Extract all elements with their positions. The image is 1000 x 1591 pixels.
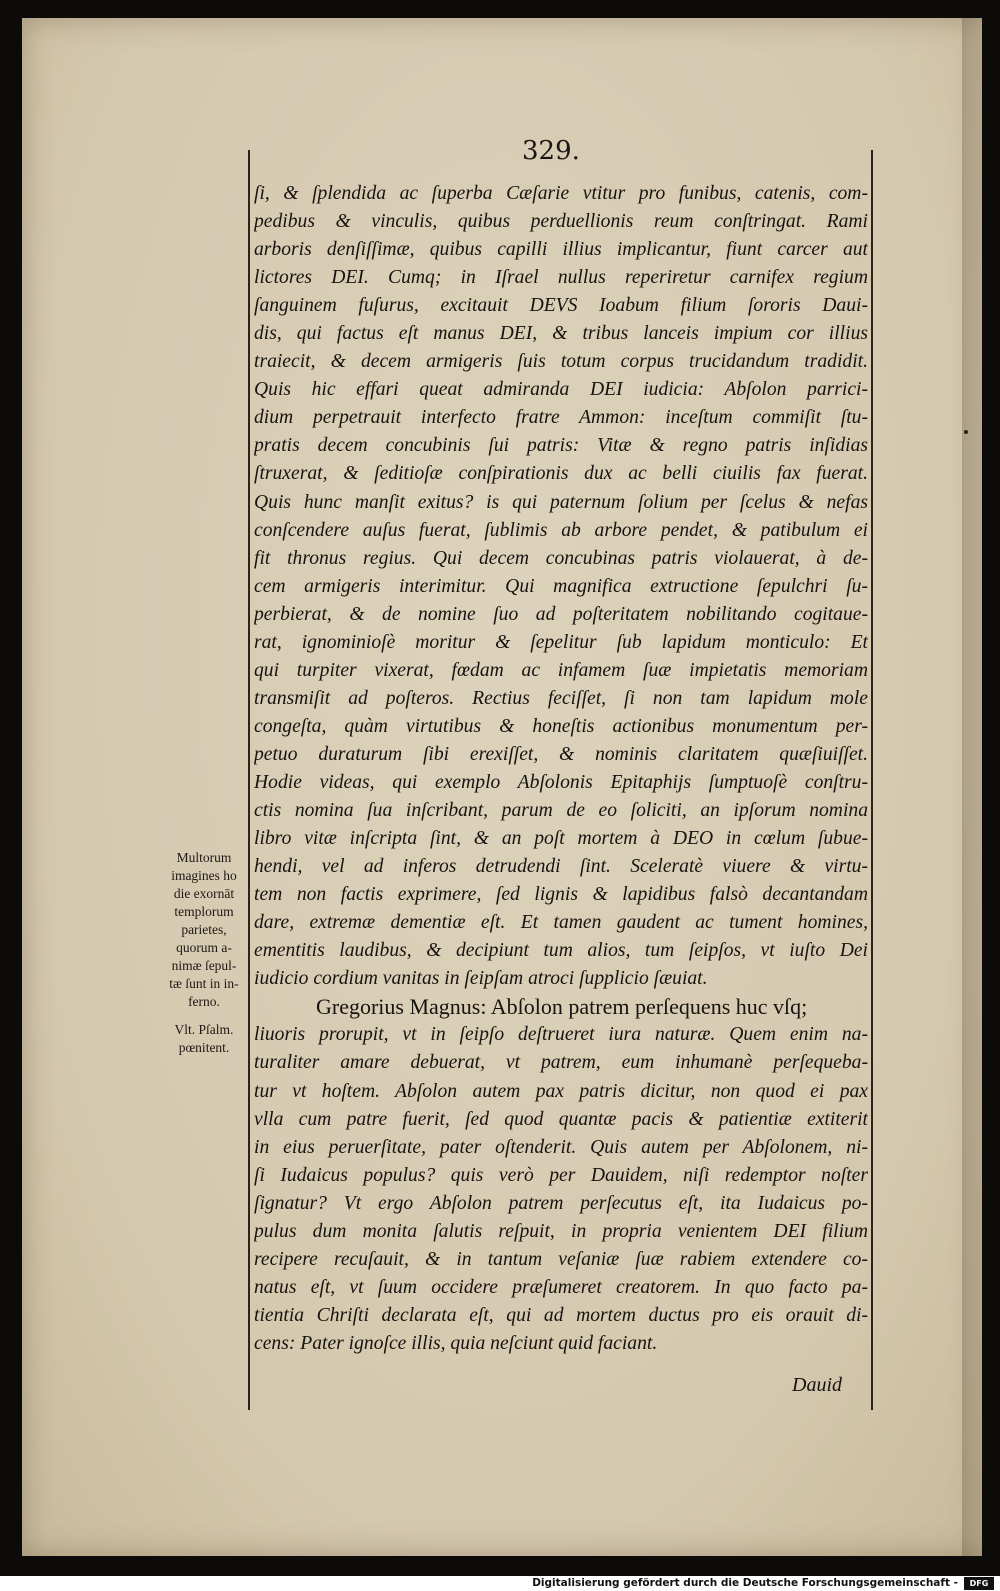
text-line: tientia Chriſti declarata eſt, qui ad mortem ductus pro eis orauit di- [254, 1304, 868, 1326]
text-line: congeſta, quàm virtutibus & honeſtis actionibus monumentum per- [254, 715, 868, 737]
text-line: libro vitæ inſcripta ſint, & an poſt mortem à DEO in cœlum ſubue- [254, 828, 868, 850]
text-line: rat, ignominioſè moritur & ſepelitur ſub lapidum monticulo: Et [254, 631, 868, 653]
text-line: petuo duraturum ſibi erexiſſet, & nominis claritatem quæſiuiſſet. [254, 743, 868, 765]
ink-speck [964, 430, 968, 434]
text-line: dium perpetrauit interfecto fratre Ammon: inceſtum commiſit ſtu- [254, 407, 868, 429]
text-line: dare, extremæ dementiæ eſt. Et tamen gaudent ac tument homines, [254, 912, 868, 934]
marginal-reference: Vlt. Pſalm. [174, 1022, 234, 1037]
text-line: pedibus & vinculis, quibus perduellionis reum conſtringat. Rami [254, 211, 868, 233]
marginal-line: Multorum [176, 850, 232, 865]
text-line: tem non factis exprimere, ſed lignis & lapidibus falsò decantandam [254, 884, 868, 906]
text-line: ctis nomina ſua inſcribant, parum de eo ſoliciti, an ipſorum nomina [254, 800, 868, 822]
page-number: 329. [522, 136, 580, 166]
text-line: vlla cum patre fuerit, ſed quod quantæ pacis & patientiæ extiterit [254, 1108, 868, 1130]
marginal-gap [160, 1011, 248, 1021]
text-line: turaliter amare debuerat, vt patrem, eum inhumanè perſequeba- [254, 1052, 868, 1074]
book-page [22, 18, 982, 1556]
marginal-line: templorum [174, 904, 234, 919]
text-line: in eius peruerſitate, pater oſtenderit. Quis autem per Abſolonem, ni- [254, 1136, 868, 1158]
marginal-line: imagines ho [171, 868, 237, 883]
text-line: Hodie videas, qui exemplo Abſolonis Epitaphijs ſumptuoſè conſtru- [254, 771, 868, 793]
text-line: cem armigeris interimitur. Qui magnifica extructione ſepulchri ſu- [254, 575, 868, 597]
marginal-line: quorum a- [176, 940, 232, 955]
marginal-note [160, 849, 248, 1057]
text-line: perbierat, & de nomine ſuo ad poſteritatem nobilitando cogitaue- [254, 603, 868, 625]
left-margin-rule [248, 150, 250, 1410]
text-line: transmiſit ad poſteros. Rectius feciſſet, ſi non tam lapidum mole [254, 687, 868, 709]
text-line: arboris denſiſſimæ, quibus capilli illius implicantur, fiunt carcer aut [254, 239, 868, 261]
text-line: Quis hunc manſit exitus? is qui paternum ſolium per ſcelus & nefas [254, 491, 868, 513]
text-line: recipere recuſauit, & in tantum veſaniæ ſuæ rabiem extendere co- [254, 1248, 868, 1270]
marginal-line: ferno. [188, 994, 220, 1009]
marginal-line: nimæ ſepul- [171, 958, 237, 973]
text-line: ſi Iudaicus populus? quis verò per Dauidem, niſi redemptor noſter [254, 1164, 868, 1186]
text-line: natus eſt, vt ſuum occidere præſumeret creatorem. In quo facto pa- [254, 1276, 868, 1298]
text-line: dis, qui factus eſt manus DEI, & tribus lanceis impium cor illius [254, 323, 868, 345]
text-line: hendi, vel ad inferos detrudendi ſint. Sceleratè viuere & virtu- [254, 856, 868, 878]
text-line: Quis hic effari queat admiranda DEI iudicia: Abſolon parrici- [254, 379, 868, 401]
text-line: ſi, & ſplendida ac ſuperba Cæſarie vtitur pro funibus, catenis, com- [254, 183, 868, 204]
catchword: Dauid [792, 1374, 842, 1396]
footer-bar [0, 1576, 1000, 1591]
dfg-logo-icon: DFG [964, 1577, 994, 1590]
body-text [254, 180, 868, 1358]
right-margin-rule [871, 150, 873, 1410]
text-line: ementitis laudibus, & decipiunt tum alios, tum ſeipſos, vt iuſto Dei [254, 940, 868, 962]
text-line: traiecit, & decem armigeris ſuis totum corpus trucidandum tradidit. [254, 351, 868, 373]
text-line: fit thronus regius. Qui decem concubinas patris violauerat, à de- [254, 547, 868, 569]
text-line: lictores DEI. Cumq; in Iſrael nullus reperiretur carnifex regium [254, 267, 868, 289]
text-line: conſcendere auſus fuerat, ſublimis ab arbore pendet, & patibulum ei [254, 519, 868, 541]
text-line: iudicio cordium vanitas in ſeipſam atroci ſupplicio ſæuiat. [254, 968, 708, 990]
footer-credit: Digitalisierung gefördert durch die Deutsche Forschungsgemeinschaft - [532, 1577, 958, 1589]
text-line: qui turpiter vixerat, fœdam ac infamem ſuæ impietatis memoriam [254, 659, 868, 681]
text-line: ſanguinem fuſurus, excitauit DEVS Ioabum filium ſororis Daui- [254, 295, 868, 317]
marginal-reference: pœnitent. [178, 1040, 230, 1055]
page-fold-shadow [962, 18, 982, 1556]
text-line-gregorius: Gregorius Magnus: Abſolon patrem perſequens huc vſq; [316, 994, 808, 1020]
marginal-line: die exornāt [173, 886, 235, 901]
text-line: pratis decem concubinis ſui patris: Vitæ & regno patris inſidias [254, 435, 868, 457]
text-line: tur vt hoſtem. Abſolon autem pax patris dicitur, non quod ei pax [254, 1080, 868, 1102]
text-line: liuoris prorupit, vt in ſeipſo deſtrueret iura naturæ. Quem enim na- [254, 1024, 868, 1046]
text-line: cens: Pater ignoſce illis, quia neſciunt quid faciant. [254, 1332, 658, 1354]
text-line: ſtruxerat, & ſeditioſæ conſpirationis dux ac belli ciuilis fax fuerat. [254, 463, 868, 485]
text-line: pulus dum monita ſalutis reſpuit, in propria venientem DEI filium [254, 1220, 868, 1242]
marginal-line: parietes, [181, 922, 227, 937]
marginal-line: tæ ſunt in in- [169, 976, 239, 991]
text-line: ſignatur? Vt ergo Abſolon patrem perſecutus eſt, ita Iudaicus po- [254, 1192, 868, 1214]
